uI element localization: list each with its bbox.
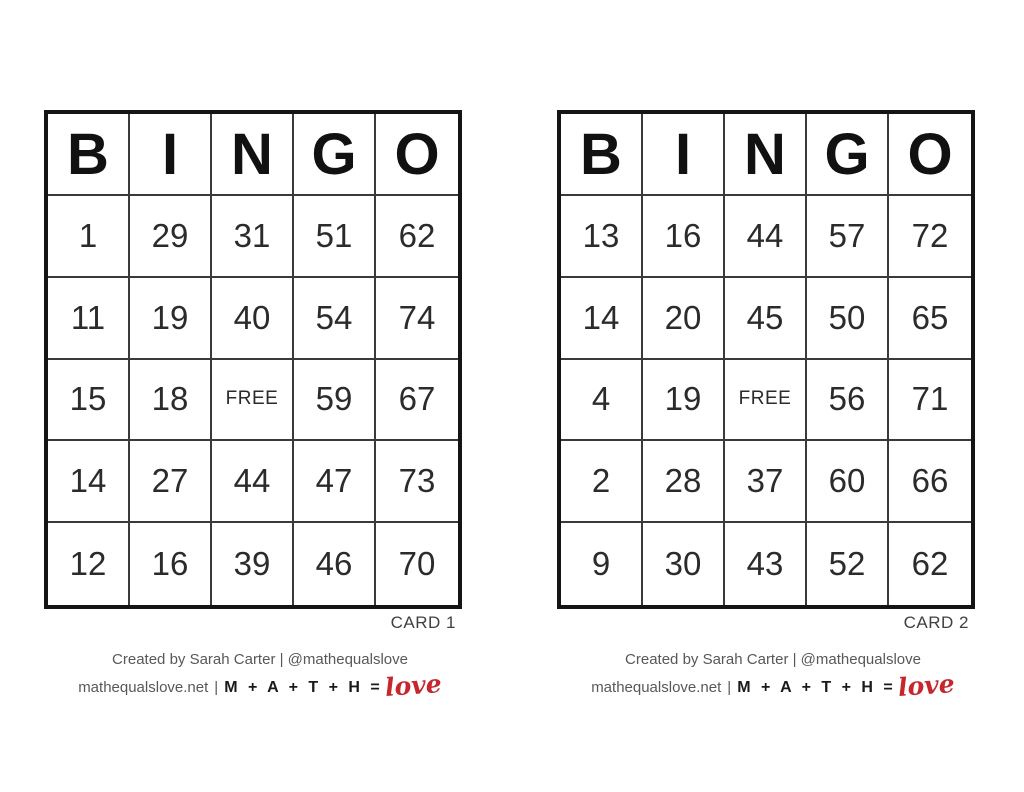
bingo-card-2 xyxy=(557,110,975,701)
bingo-number-cell: 73 xyxy=(376,441,458,523)
free-space-cell: FREE xyxy=(725,360,807,442)
brand-line xyxy=(40,671,480,701)
site-text: mathequalslove.net xyxy=(591,679,722,696)
bingo-header-letter: I xyxy=(643,114,725,196)
love-script: love xyxy=(384,669,443,702)
credit-line: Created by Sarah Carter | @mathequalslove xyxy=(112,651,408,668)
bingo-number-cell: 4 xyxy=(561,360,643,442)
bingo-number-cell: 44 xyxy=(725,196,807,278)
bingo-number-cell: 47 xyxy=(294,441,376,523)
bingo-number-cell: 67 xyxy=(376,360,458,442)
card-footer-2 xyxy=(553,649,993,701)
bingo-number-cell: 16 xyxy=(643,196,725,278)
card-label-2: CARD 2 xyxy=(903,613,969,632)
bingo-number-cell: 27 xyxy=(130,441,212,523)
bingo-number-cell: 9 xyxy=(561,523,643,605)
bingo-number-cell: 70 xyxy=(376,523,458,605)
separator-pipe: | xyxy=(214,679,219,696)
bingo-number-cell: 11 xyxy=(48,278,130,360)
bingo-number-cell: 44 xyxy=(212,441,294,523)
love-script: love xyxy=(897,669,956,702)
bingo-number-cell: 43 xyxy=(725,523,807,605)
bingo-number-cell: 20 xyxy=(643,278,725,360)
bingo-number-cell: 54 xyxy=(294,278,376,360)
bingo-number-cell: 2 xyxy=(561,441,643,523)
bingo-number-cell: 46 xyxy=(294,523,376,605)
brand-line xyxy=(553,671,993,701)
card-footer-1 xyxy=(40,649,480,701)
bingo-header-letter: I xyxy=(130,114,212,196)
bingo-number-cell: 62 xyxy=(889,523,971,605)
bingo-header-letter: O xyxy=(889,114,971,196)
bingo-number-cell: 14 xyxy=(48,441,130,523)
bingo-header-letter: O xyxy=(376,114,458,196)
bingo-number-cell: 19 xyxy=(643,360,725,442)
bingo-number-cell: 13 xyxy=(561,196,643,278)
bingo-card-1 xyxy=(44,110,462,701)
bingo-number-cell: 45 xyxy=(725,278,807,360)
bingo-number-cell: 50 xyxy=(807,278,889,360)
bingo-header-letter: B xyxy=(48,114,130,196)
credit-line: Created by Sarah Carter | @mathequalslove xyxy=(625,651,921,668)
bingo-number-cell: 30 xyxy=(643,523,725,605)
bingo-number-cell: 29 xyxy=(130,196,212,278)
bingo-number-cell: 62 xyxy=(376,196,458,278)
bingo-number-cell: 19 xyxy=(130,278,212,360)
bingo-number-cell: 31 xyxy=(212,196,294,278)
bingo-header-letter: G xyxy=(294,114,376,196)
bingo-number-cell: 65 xyxy=(889,278,971,360)
bingo-number-cell: 39 xyxy=(212,523,294,605)
bingo-number-cell: 12 xyxy=(48,523,130,605)
bingo-number-cell: 14 xyxy=(561,278,643,360)
separator-pipe: | xyxy=(727,679,732,696)
bingo-number-cell: 51 xyxy=(294,196,376,278)
bingo-number-cell: 40 xyxy=(212,278,294,360)
math-equation: M + A + T + H = xyxy=(224,679,382,696)
bingo-number-cell: 72 xyxy=(889,196,971,278)
bingo-number-cell: 71 xyxy=(889,360,971,442)
bingo-header-letter: N xyxy=(212,114,294,196)
card-label-1: CARD 1 xyxy=(390,613,456,632)
bingo-number-cell: 74 xyxy=(376,278,458,360)
bingo-header-letter: G xyxy=(807,114,889,196)
bingo-number-cell: 18 xyxy=(130,360,212,442)
bingo-header-letter: B xyxy=(561,114,643,196)
free-space-cell: FREE xyxy=(212,360,294,442)
bingo-number-cell: 57 xyxy=(807,196,889,278)
bingo-number-cell: 1 xyxy=(48,196,130,278)
bingo-number-cell: 59 xyxy=(294,360,376,442)
bingo-header-letter: N xyxy=(725,114,807,196)
bingo-grid-2 xyxy=(557,110,975,609)
bingo-number-cell: 37 xyxy=(725,441,807,523)
bingo-number-cell: 60 xyxy=(807,441,889,523)
bingo-grid-1 xyxy=(44,110,462,609)
bingo-number-cell: 15 xyxy=(48,360,130,442)
bingo-number-cell: 52 xyxy=(807,523,889,605)
bingo-number-cell: 56 xyxy=(807,360,889,442)
math-equation: M + A + T + H = xyxy=(737,679,895,696)
site-text: mathequalslove.net xyxy=(78,679,209,696)
bingo-number-cell: 66 xyxy=(889,441,971,523)
bingo-number-cell: 16 xyxy=(130,523,212,605)
bingo-number-cell: 28 xyxy=(643,441,725,523)
